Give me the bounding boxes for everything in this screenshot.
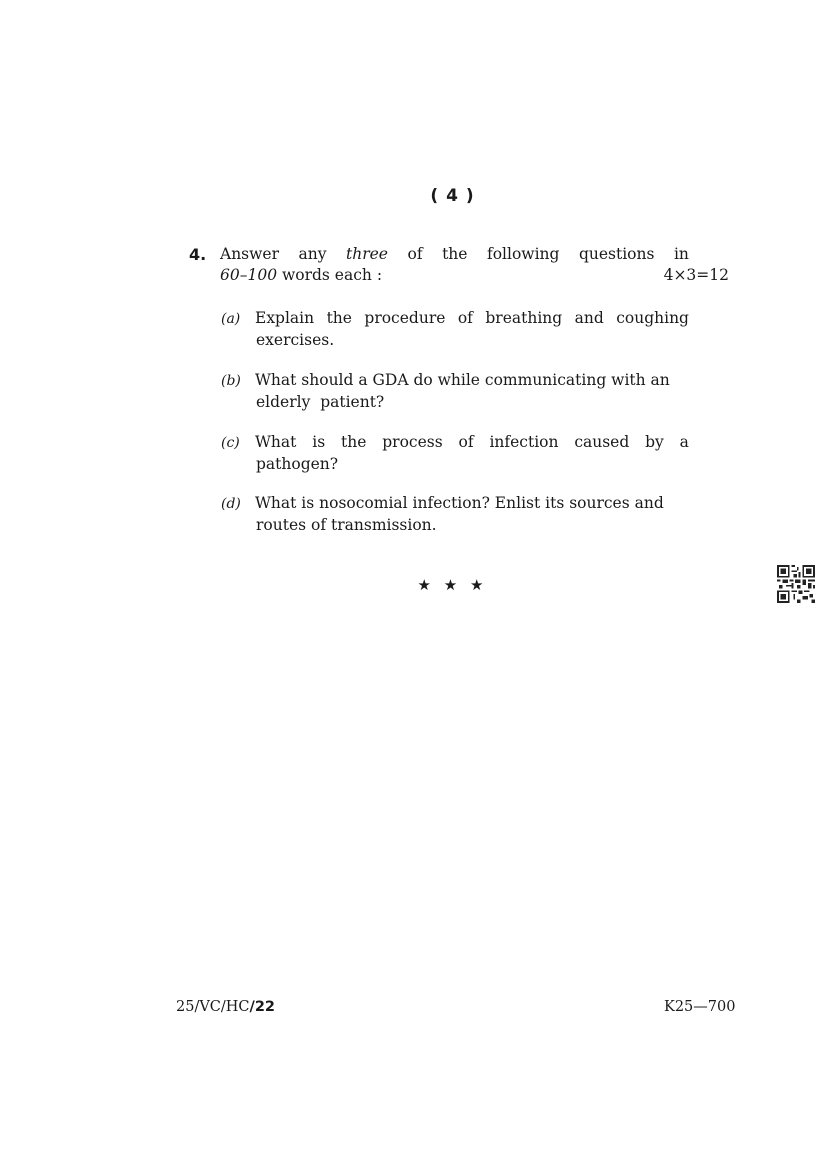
instruction-word-emphasis: three [346, 245, 388, 263]
sub-question-word: of [458, 433, 474, 451]
sub-question-word: and [574, 309, 604, 327]
sub-question-word: process [382, 433, 443, 451]
sub-question-word: What [255, 433, 297, 451]
instruction-word: the [442, 245, 468, 263]
marks-label: 4×3=12 [663, 266, 729, 284]
paper-code-prefix: 25/VC/HC [176, 999, 250, 1015]
sub-question-first-line [221, 432, 689, 454]
question-instruction-line1 [220, 245, 689, 263]
sub-question-word: infection [489, 433, 559, 451]
sub-question-text: What is nosocomial infection? Enlist its sources and [255, 494, 664, 512]
instruction-word: of [407, 245, 423, 263]
word-range-value: 60–100 [220, 266, 278, 284]
sub-question-continuation: exercises. [256, 331, 335, 349]
sub-question-word: procedure [364, 309, 446, 327]
sub-question-word: the [326, 309, 352, 327]
question-number: 4. [189, 245, 207, 264]
print-code: K25—700 [664, 999, 736, 1015]
sub-question-d [221, 493, 689, 536]
question-instruction-line2 [220, 266, 729, 284]
sub-question-c [221, 432, 689, 475]
sub-question-continuation: pathogen? [256, 455, 339, 473]
sub-question-continuation: routes of transmission. [256, 516, 437, 534]
sub-question-continuation: elderly patient? [256, 393, 385, 411]
instruction-word: Answer [220, 245, 279, 263]
sub-question-word: breathing [485, 309, 563, 327]
sub-question-label: (c) [221, 435, 240, 451]
sub-question-word: a [679, 433, 689, 451]
word-range [220, 266, 382, 284]
qr-code-icon [777, 565, 815, 603]
sub-question-word: by [645, 433, 664, 451]
paper-code-suffix: /22 [249, 999, 276, 1015]
sub-question-label: (a) [221, 311, 241, 327]
page-number: ( 4 ) [430, 186, 475, 206]
sub-question-a [221, 308, 689, 351]
sub-question-first-line [221, 370, 689, 392]
instruction-word: any [298, 245, 327, 263]
instruction-word: questions [578, 245, 655, 263]
sub-question-word: the [341, 433, 367, 451]
sub-question-first-line [221, 308, 689, 330]
instruction-word: in [673, 245, 689, 263]
sub-question-word: Explain [255, 309, 315, 327]
sub-question-word: is [312, 433, 326, 451]
sub-question-first-line [221, 493, 689, 515]
sub-question-b [221, 370, 689, 413]
sub-question-word: coughing [616, 309, 689, 327]
word-range-suffix: words each : [282, 266, 383, 284]
end-of-paper-stars: ★ ★ ★ [417, 576, 488, 594]
sub-question-text: What should a GDA do while communicating with an [255, 371, 670, 389]
sub-question-word: of [457, 309, 473, 327]
sub-question-label: (b) [221, 373, 241, 389]
sub-question-label: (d) [221, 496, 241, 512]
paper-code [176, 999, 275, 1015]
sub-question-word: caused [574, 433, 630, 451]
instruction-word: following [486, 245, 560, 263]
